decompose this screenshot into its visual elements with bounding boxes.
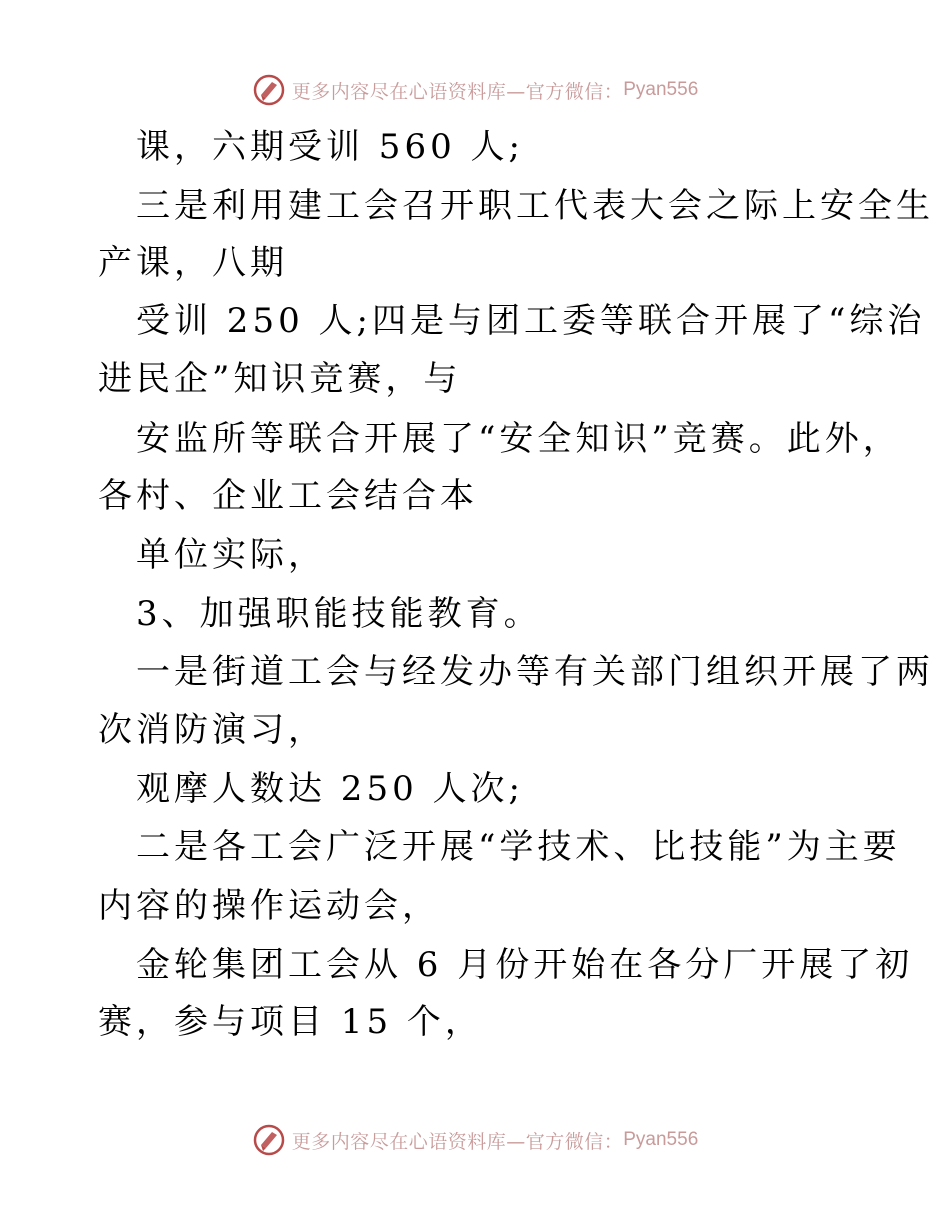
logo-icon	[252, 1123, 286, 1157]
text-line: 课，六期受训 560 人;	[136, 127, 524, 167]
text-line: 单位实际，	[136, 535, 326, 575]
logo-icon	[252, 73, 286, 107]
footer-watermark	[0, 1120, 950, 1160]
text-line: 产课，八期	[98, 243, 288, 283]
watermark-text: 更多内容尽在心语资料库—官方微信：	[291, 80, 624, 103]
text-line: 金轮集团工会从 6 月份开始在各分厂开展了初	[136, 945, 914, 985]
watermark-id: Pyan556	[623, 1129, 699, 1150]
text-line: 进民企”知识竞赛，与	[98, 359, 462, 399]
text-line: 次消防演习，	[98, 710, 326, 750]
text-line: 安监所等联合开展了“安全知识”竞赛。此外，	[136, 419, 901, 459]
text-line: 二是各工会广泛开展“学技术、比技能”为主要	[136, 827, 901, 867]
text-line: 各村、企业工会结合本	[98, 476, 478, 516]
header-watermark	[0, 70, 950, 110]
text-line: 内容的操作运动会，	[98, 886, 440, 926]
text-line: 赛，参与项目 15 个，	[98, 1002, 483, 1042]
watermark-id: Pyan556	[623, 79, 699, 100]
text-line: 观摩人数达 250 人次;	[136, 769, 524, 809]
text-line: 3、加强职能技能教育。	[136, 594, 542, 634]
text-line: 受训 250 人;四是与团工委等联合开展了“综治	[136, 301, 926, 341]
watermark-text: 更多内容尽在心语资料库—官方微信：	[291, 1130, 624, 1153]
text-line: 一是街道工会与经发办等有关部门组织开展了两	[136, 652, 934, 692]
text-line: 三是利用建工会召开职工代表大会之际上安全生	[136, 186, 934, 226]
